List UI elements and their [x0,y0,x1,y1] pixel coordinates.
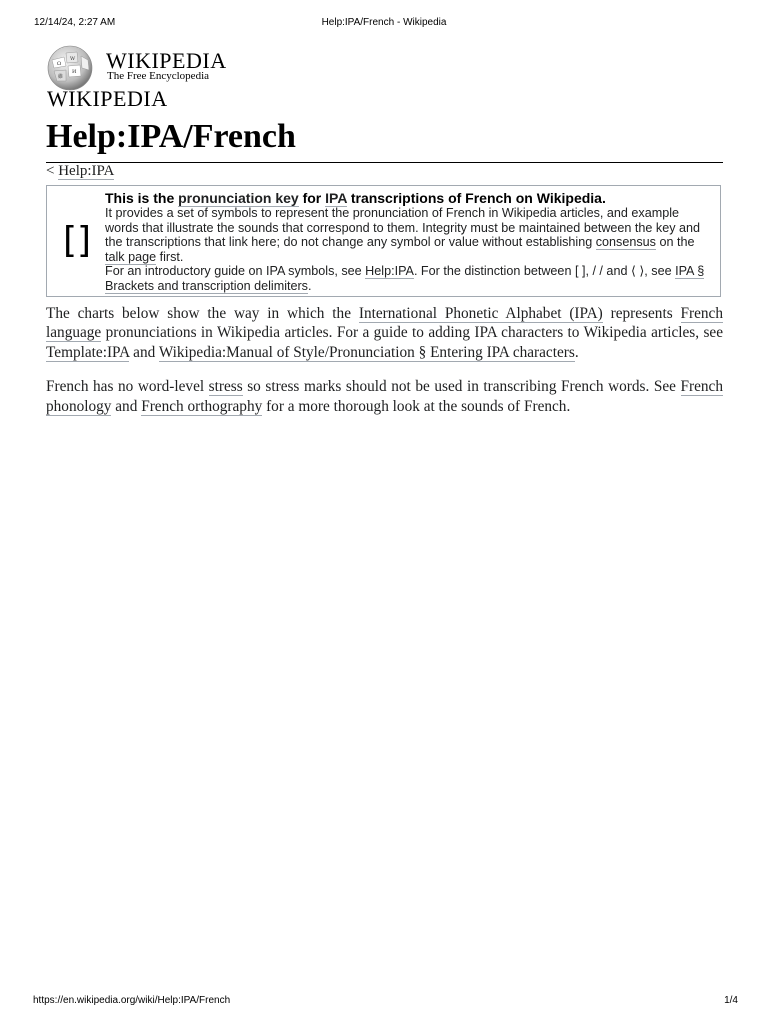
pronunciation-key-notice [46,185,721,297]
link-consensus[interactable]: consensus [595,235,656,250]
page-title: Help:IPA/French [46,118,296,155]
notice-text-run: . For the distinction between [ ], / / and ⟨ ⟩, see [413,264,676,279]
paragraph-text: and [111,397,142,415]
svg-text:維: 維 [58,74,64,80]
link-talk-page[interactable]: talk page [105,249,157,264]
print-header [0,17,768,31]
paragraph-text: for a more thorough look at the sounds of French. [262,397,571,415]
svg-text:W: W [70,56,76,62]
notice-text-run: . [307,278,312,293]
breadcrumb [46,163,114,180]
title-divider [46,162,723,163]
print-url: https://en.wikipedia.org/wiki/Help:IPA/French [33,995,231,1006]
link-ipa-brackets[interactable]: IPA § Brackets and transcription delimiters [105,264,705,293]
notice-text-run: It provides a set of symbols to represent the pronunciation of French in Wikipedia articles, and example words that illustrate the sounds that correspond to them. Integrity must be maintained between the key and the transcriptions that link here; do not change any symbol or value without establishing [105,206,701,250]
notice-text-run: For an introductory guide on IPA symbols, see [105,264,366,279]
link-manual-of-style-pronunciation[interactable]: Wikipedia:Manual of Style/Pronunciation § Entering IPA characters [158,343,575,361]
paragraph-text: The charts below show the way in which the [46,305,359,322]
paragraph-text: pronunciations in Wikipedia articles. For a guide to adding IPA characters to Wikipedia articles, see [101,324,723,342]
site-wordmark[interactable]: WIKIPEDIA [47,86,168,111]
notice-guide-line [105,264,711,293]
link-help-ipa[interactable]: Help:IPA [365,264,414,279]
article-content [46,304,723,431]
notice-text-run: first. [156,249,184,264]
print-page-number: 1/4 [724,995,738,1006]
wikipedia-globe-icon [44,44,98,92]
notice-text-run: on the [655,235,695,250]
link-template-ipa[interactable]: Template:IPA [46,343,130,361]
link-french-language[interactable]: French language [46,305,723,342]
print-date: 12/14/24, 2:27 AM [34,17,116,28]
paragraph-text: French has no word-level [46,378,209,396]
paragraph-text: so stress marks should not be used in transcribing French words. See [242,378,681,396]
stress-paragraph [46,377,723,416]
link-international-phonetic-alphabet[interactable]: International Phonetic Alphabet (IPA) [358,305,603,322]
notice-headline-text: for [298,190,326,206]
print-title: Help:IPA/French - Wikipedia [321,17,447,28]
breadcrumb-link-help-ipa[interactable]: Help:IPA [58,163,115,179]
svg-text:И: И [72,69,77,75]
notice-headline-text: transcriptions of French on Wikipedia. [346,190,606,206]
link-stress[interactable]: stress [208,378,243,396]
intro-paragraph [46,304,723,362]
link-french-orthography[interactable]: French orthography [141,397,263,415]
paragraph-text: and [129,343,159,361]
breadcrumb-prefix: < [46,163,59,179]
notice-integrity-line [105,206,711,264]
logo-wordmark: WIKIPEDIA [106,48,227,73]
notice-headline [105,190,711,206]
notice-text [105,190,711,294]
link-pronunciation-key[interactable]: pronunciation key [178,190,299,206]
notice-headline-text: This is the [105,190,179,206]
print-footer [0,995,768,1009]
logo-tagline: The Free Encyclopedia [107,70,210,82]
link-ipa[interactable]: IPA [325,190,347,206]
paragraph-text: . [574,343,579,361]
brackets-icon: [] [63,220,92,261]
link-french-phonology[interactable]: French phonology [46,378,723,415]
paragraph-text: represents [602,305,681,322]
svg-text:Ω: Ω [57,61,62,67]
